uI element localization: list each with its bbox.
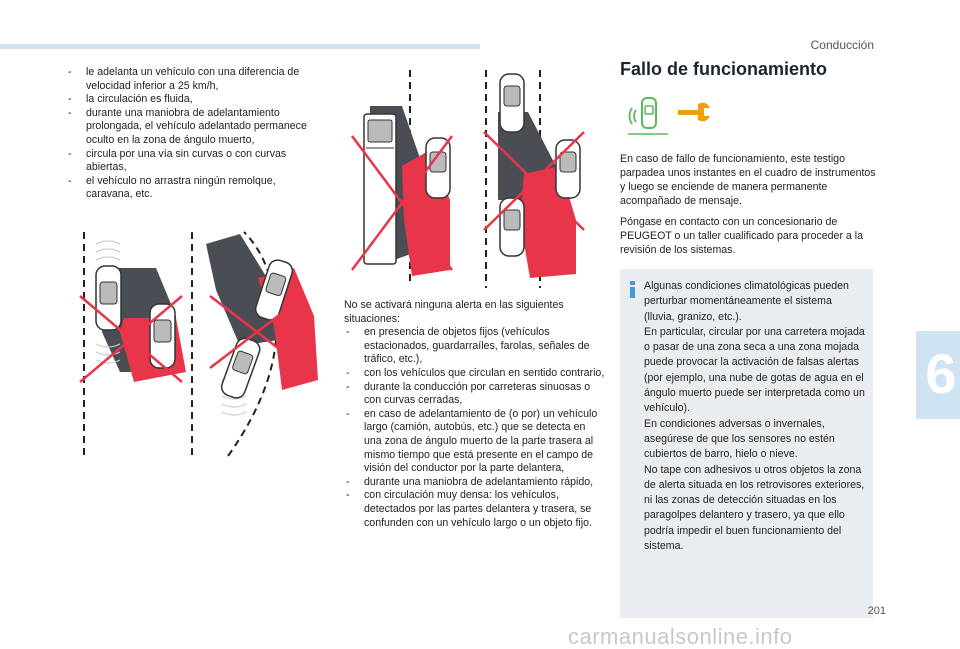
- malfunction-paragraph: En caso de fallo de funcionamiento, este testigo parpadea unos instantes en el cuadro de instrumentos y luego se enciende de manera permanente acompañado de mensaje.: [620, 153, 876, 207]
- list-item: - en presencia de objetos fijos (vehículos estacionados, guardarraíles, farolas, señales de tráfico, etc.),: [344, 326, 606, 367]
- overtake-illustration-straight: [64, 232, 196, 462]
- header-rule: [0, 44, 480, 49]
- conditions-list: [66, 66, 324, 202]
- list-item: - durante una maniobra de adelantamiento rápido,: [344, 476, 606, 490]
- info-text: Algunas condiciones climatológicas pueden perturbar momentáneamente el sistema (lluvia, granizo, etc.). En particular, circular por una carretera mojada o pasar de una zona seca a una zona mojada puede provocar la activación de falsas alertas (por ejemplo, una nube de gotas de agua en el ángulo muerto puede ser interpretada como un vehículo). En condiciones adversas o invernales, asegúrese de que los sensores no estén cubiertos de barro, hielo o nieve. No tape con adhesivos u otros objetos la zona de alerta situada en los retrovisores exteriores, ni las zonas de detección situadas en los paragolpes delantero y trasero, ya que ello podría impedir el buen funcionamiento del sistema.: [644, 280, 865, 553]
- list-item: - durante la conducción por carreteras sinuosas o con curvas cerradas,: [344, 381, 606, 408]
- chapter-tab: [916, 331, 960, 419]
- list-item: - el vehículo no arrastra ningún remolque, caravana, etc.: [66, 175, 324, 202]
- page-number: 201: [867, 605, 886, 617]
- list-item: - durante una maniobra de adelantamiento prolongada, el vehículo adelantado permanece oculto en la zona de ángulo muerto,: [66, 107, 324, 148]
- watermark: carmanualsonline.info: [568, 624, 793, 649]
- info-box: [620, 269, 873, 618]
- malfunction-section: [620, 59, 878, 264]
- blind-spot-warning-icon: [626, 94, 670, 138]
- list-item: - la circulación es fluida,: [66, 93, 324, 107]
- dense-traffic-illustration: [476, 70, 604, 292]
- warning-lamps: [620, 94, 878, 138]
- chapter-number: 6: [925, 342, 957, 405]
- contact-paragraph: Póngase en contacto con un concesionario de PEUGEOT o un taller cualificado para proceder a la revisión de los sistemas.: [620, 216, 863, 256]
- list-item: - circula por una vía sin curvas o con curvas abiertas,: [66, 148, 324, 175]
- list-item: - con los vehículos que circulan en sentido contrario,: [344, 367, 606, 381]
- list-item: - en caso de adelantamiento de (o por) un vehículo largo (camión, autobús, etc.) que se detecta en una zona de ángulo muerto de la parte trasera al mismo tiempo que está presente en el campo de visión del conductor por la parte delantera,: [344, 408, 606, 476]
- list-item: - con circulación muy densa: los vehículos, detectados por las partes delantera y trasera, se confunden con un vehículo largo o un objeto fijo.: [344, 489, 606, 530]
- info-icon: [627, 281, 637, 299]
- section-title: Conducción: [810, 38, 874, 52]
- truck-illustration: [344, 70, 470, 292]
- list-item: - le adelanta un vehículo con una diferencia de velocidad inferior a 25 km/h,: [66, 66, 324, 93]
- no-alert-intro: No se activará ninguna alerta en las siguientes situaciones:: [344, 299, 564, 325]
- no-alert-section: [344, 299, 606, 530]
- overtake-illustration-curve: [200, 230, 326, 462]
- section-heading: Fallo de funcionamiento: [620, 59, 828, 79]
- wrench-icon: [676, 100, 712, 124]
